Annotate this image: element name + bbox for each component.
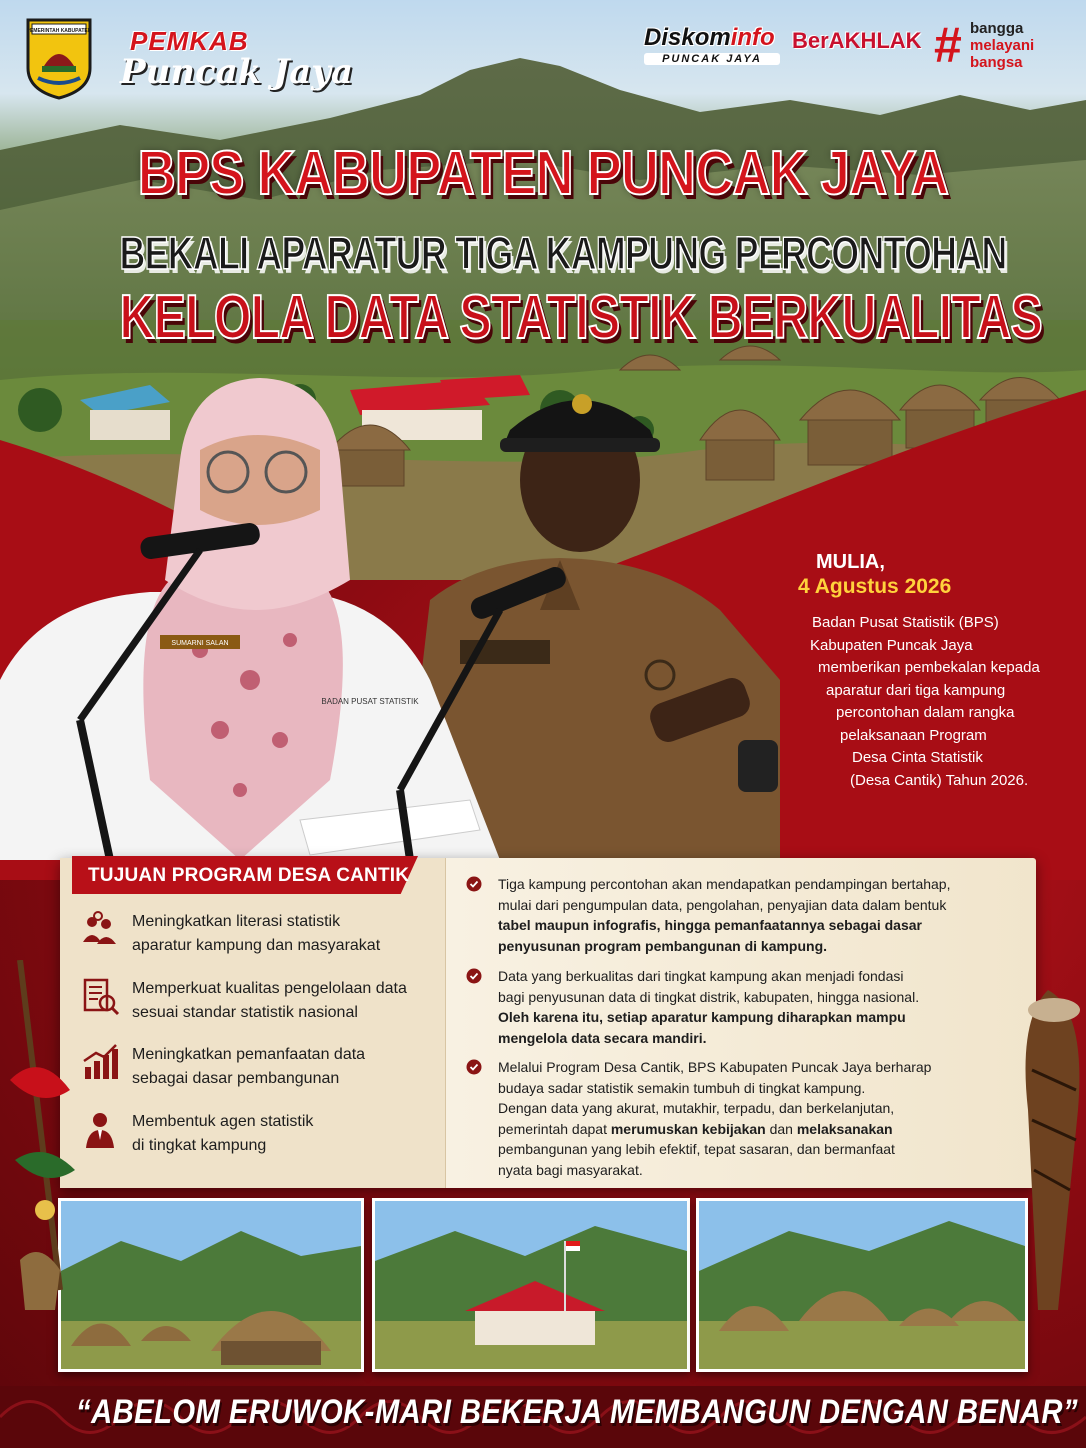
headline-line-1: BPS KABUPATEN PUNCAK JAYA [137, 139, 949, 208]
village-photo-3 [696, 1198, 1028, 1372]
bangga-word-1: bangga [970, 20, 1024, 37]
bullet-text [498, 1119, 1038, 1140]
goal-text: di tingkat kampung [132, 1137, 267, 1154]
berakhlak-logo-tagline [792, 56, 922, 66]
info-paragraph [790, 612, 1072, 792]
bullet-text-bold: merumuskan kebijakan [610, 1120, 766, 1137]
tribal-ornament-left [0, 960, 86, 1320]
drum-ornament-right [1018, 990, 1086, 1320]
headline-line-2: BEKALI APARATUR TIGA KAMPUNG PERCONTOHAN [119, 227, 1007, 279]
goal-text: aparatur kampung dan masyarakat [132, 937, 381, 954]
check-circle-icon [466, 876, 482, 892]
goal-text: Meningkatkan pemanfaatan data [132, 1046, 366, 1063]
info-line: aparatur dari tiga kampung [826, 681, 1006, 699]
document-search-icon [80, 977, 120, 1017]
berakhlak-logo-text: BerAKHLAK [792, 28, 922, 53]
goals-title: TUJUAN PROGRAM DESA CANTIK [88, 865, 410, 886]
agent-person-icon [80, 1110, 120, 1150]
bullet-text: pembangunan yang lebih efektif, tepat sasaran, dan bermanfaat [498, 1141, 895, 1157]
bullet-text: nyata bagi masyarakat. [498, 1161, 643, 1178]
headline-line-3: KELOLA DATA STATISTIK BERKUALITAS [119, 283, 1043, 352]
bullet-text: Dengan data yang akurat, mutakhir, terpadu, dan berkelanjutan, [498, 1100, 895, 1116]
bullet-text: Data yang berkualitas dari tingkat kampung akan menjadi fondasi [498, 968, 904, 984]
bangga-word-2: melayani [970, 37, 1035, 54]
info-line: pelaksanaan Program [840, 726, 987, 744]
date-text: 4 Agustus 2026 [798, 575, 952, 598]
info-line: (Desa Cantik) Tahun 2026. [850, 771, 1029, 789]
bullet-text: Melalui Program Desa Cantik, BPS Kabupaten Puncak Jaya berharap [498, 1059, 932, 1075]
footer-slogan: “ABELOM ERUWOK-MARI BEKERJA MEMBANGUN DENGAN BENAR” [76, 1393, 1079, 1431]
village-photo-1 [58, 1198, 364, 1372]
bullet-text-part: dan [765, 1120, 797, 1137]
goal-text: Meningkatkan literasi statistik [132, 913, 341, 930]
emblem-text: PEMERINTAH KABUPATEN [26, 28, 92, 34]
location-text: MULIA, [816, 551, 885, 573]
bullet-text-bold: penyusunan program pembangunan di kampung. [498, 937, 828, 954]
bullet-text-bold: melaksanakan [796, 1120, 893, 1137]
goal-text: Membentuk agen statistik [132, 1113, 314, 1130]
bps-badge-text: BADAN PUSAT STATISTIK [321, 697, 419, 706]
diskominfo-logo-main: Diskom [644, 24, 731, 51]
diskominfo-logo-info: info [730, 24, 775, 51]
bullet-text: Tiga kampung percontohan akan mendapatkan pendampingan bertahap, [498, 876, 951, 892]
bullet-text: budaya sadar statistik semakin tumbuh di tingkat kampung. [498, 1079, 866, 1096]
bullet-text [498, 936, 1038, 957]
goal-text: sesuai standar statistik nasional [132, 1004, 358, 1021]
village-photo-2 [372, 1198, 690, 1372]
info-line: percontohan dalam rangka [836, 704, 1015, 721]
goal-text: sebagai dasar pembangunan [132, 1070, 340, 1087]
info-line: Badan Pusat Statistik (BPS) [812, 614, 999, 631]
pemkab-logo-line1: PEMKAB [130, 26, 249, 56]
bullet-text: bagi penyusunan data di tingkat distrik, kabupaten, hingga nasional. [498, 988, 920, 1005]
pemkab-puncak-jaya-logo [120, 26, 370, 96]
hashtag-icon: # [934, 17, 962, 73]
bangga-melayani-bangsa-logo [934, 18, 1064, 74]
check-circle-icon [466, 968, 482, 984]
bullet-text-part: pemerintah dapat [498, 1120, 611, 1137]
check-circle-icon [466, 1059, 482, 1075]
speakers-illustration [0, 360, 780, 860]
info-line: memberikan pembekalan kepada [818, 659, 1040, 676]
regency-emblem-logo [24, 16, 94, 100]
diskominfo-logo-sub: PUNCAK JAYA [644, 53, 780, 65]
pemkab-logo-line2: Puncak Jaya [120, 52, 354, 92]
goal-text: Memperkuat kualitas pengelolaan data [132, 980, 407, 997]
berakhlak-logo [792, 28, 922, 68]
bullet-text [498, 1007, 1038, 1028]
bangga-word-3: bangsa [970, 54, 1023, 71]
bullet-text: mulai dari pengumpulan data, pengolahan, penyajian data dalam bentuk [498, 896, 947, 913]
bullet-text-bold: tabel maupun infografis, hingga pemanfaatannya sebagai dasar [498, 917, 922, 933]
bullet-text [498, 915, 1038, 936]
people-magnifier-icon [80, 910, 120, 950]
bullet-text [498, 1028, 1038, 1049]
diskominfo-logo [644, 24, 780, 70]
bullet-text-bold: mengelola data secara mandiri. [498, 1029, 707, 1046]
bar-chart-growth-icon [80, 1043, 120, 1083]
name-tag-text: SUMARNI SALAN [171, 640, 229, 647]
bullet-text-bold: Oleh karena itu, setiap aparatur kampung diharapkan mampu [498, 1009, 906, 1025]
info-line: Desa Cinta Statistik [852, 749, 983, 766]
female-speaker-figure [0, 378, 500, 860]
info-line: Kabupaten Puncak Jaya [810, 636, 973, 654]
